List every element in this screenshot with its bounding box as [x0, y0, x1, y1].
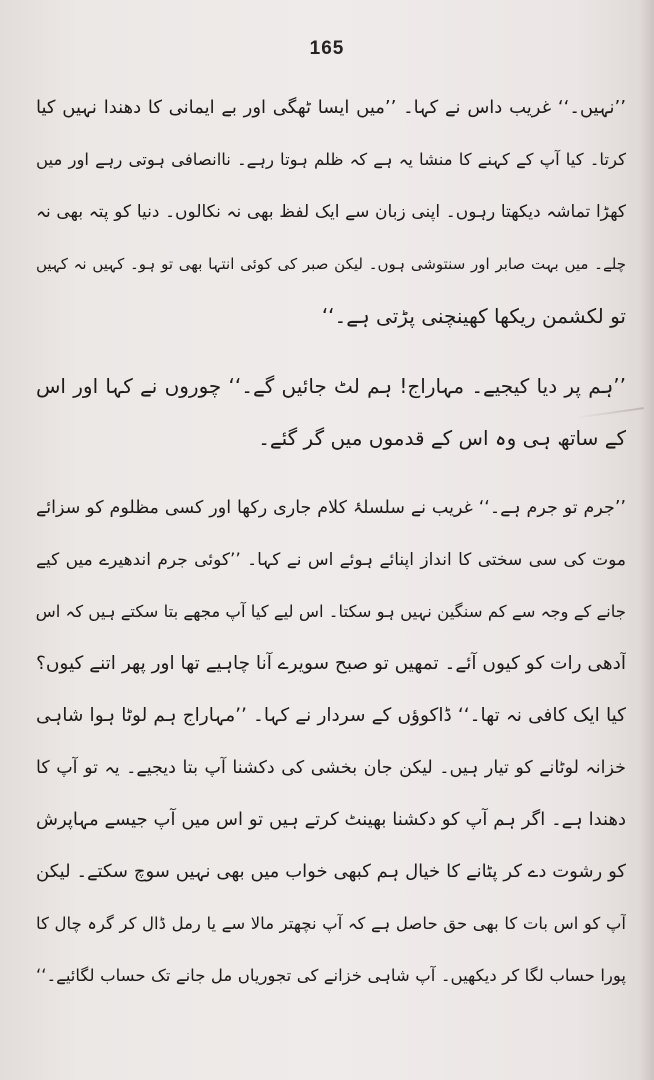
body-text — [36, 82, 626, 1002]
page-edge-shadow — [640, 0, 654, 1080]
text-line-last: پورا حساب لگا کر دیکھیں۔ آپ شاہی خزانے کی تجوریاں مل جانے تک حساب لگائیے۔‘‘ — [36, 966, 626, 985]
text-line: موت کی سی سختی کا انداز اپنائے ہوئے اس نے کہا۔ ’’کوئی جرم اندھیرے میں کیے — [36, 550, 626, 570]
text-line: آپ کو اس بات کا بھی حق حاصل ہے کہ آپ نچھتر مالا سے یا رمل ڈال کر گرہ چال کا — [36, 914, 626, 933]
text-line: ’’نہیں۔‘‘ غریب داس نے کہا۔ ’’میں ایسا ٹھگی اور بے ایمانی کا دھندا نہیں کیا — [36, 97, 626, 118]
text-line-last: کے ساتھ ہی وہ اس کے قدموں میں گر گئے۔ — [258, 426, 626, 450]
page-number: 165 — [309, 38, 345, 59]
text-line: خزانہ لوٹانے کو تیار ہیں۔ لیکن جان بخشی کی دکشنا آپ بتا دیجیے۔ یہ تو آپ کا — [36, 758, 626, 778]
text-line: دھندا ہے۔ اگر ہم آپ کو دکشنا بھینٹ کرتے ہیں تو اس میں آپ جیسے مہاپرش — [36, 809, 626, 830]
text-line: کیا ایک کافی نہ تھا۔‘‘ ڈاکوؤں کے سردار نے کہا۔ ’’مہاراج ہم لوٹا ہوا شاہی — [36, 705, 626, 726]
text-line: جانے کے وجہ سے کم سنگین نہیں ہو سکتا۔ اس لیے کیا آپ مجھے بتا سکتے ہیں کہ اس — [36, 602, 626, 621]
text-line: آدھی رات کو کیوں آئے۔ تمھیں تو صبح سویرے آنا چاہیے تھا اور پھر اتنے کیوں؟ — [36, 653, 626, 674]
text-line: کرتا۔ کیا آپ کے کہنے کا منشا یہ ہے کہ ظلم ہوتا رہے۔ ناانصافی ہوتی رہے اور میں — [36, 150, 626, 169]
text-line: ’’ہم پر دیا کیجیے۔ مہاراج! ہم لٹ جائیں گے۔‘‘ چوروں نے کہا اور اس — [36, 374, 626, 398]
text-line: کو رشوت دے کر پٹانے کا خیال ہم کبھی خواب میں بھی نہیں سوچ سکتے۔ لیکن — [36, 861, 626, 882]
text-line: چلے۔ میں بہت صابر اور سنتوشی ہوں۔ لیکن صبر کی کوئی انتہا بھی تو ہو۔ کہیں نہ کہیں — [36, 255, 626, 273]
text-line-last: تو لکشمن ریکھا کھینچنی پڑتی ہے۔‘‘ — [321, 304, 626, 328]
text-line: کھڑا تماشہ دیکھتا رہوں۔ اپنی زبان سے ایک لفظ بھی نہ نکالوں۔ دنیا کو پتہ بھی نہ — [36, 202, 626, 222]
text-line: ’’جرم تو جرم ہے۔‘‘ غریب نے سلسلۂ کلام جاری رکھا اور کسی مظلوم کو سزائے — [36, 498, 626, 518]
